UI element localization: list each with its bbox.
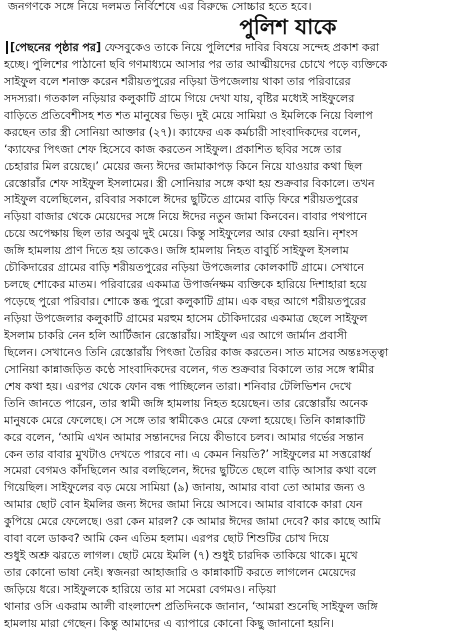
body-line: রেস্তোরাঁর শেফ সাইফুল ইসলামের। স্ত্রী সোনিয়ার সঙ্গে কথা হয় শুক্রবার বিকালে। তখন — [4, 176, 375, 190]
body-line: থানার ওসি একরাম আলী বাংলাদেশ প্রতিদিনকে জানান, ‘আমরা শুনেছি সাইফুল জঙ্গি — [4, 599, 378, 613]
body-line: মানুষকে মেরে ফেলেছে। সে সঙ্গে তার স্বামীকেও মেরে ফেলা হয়েছে। তিনি কান্নাকাটি — [4, 413, 366, 427]
body-line: শেষ কথা হয়। এরপর থেকে ফোন বন্ধ পাচ্ছিলেন তারা। শনিবার টেলিভিশন দেখে — [4, 379, 352, 393]
body-line: সাইফুল বলে শনাক্ত করেন শরীয়তপুরের নড়িয়া উপজেলায় থাকা তার পরিবারের — [4, 74, 351, 88]
article-headline: পুলিশ যাকে — [239, 14, 337, 39]
body-line: গিয়েছিল। সাইফুলের বড় মেয়ে সামিয়া (৯) জানায়, আমার বাবা তো আমার জন্য ও — [4, 481, 366, 495]
body-line: জড়িয়ে ধরে। সাইফুলকে হারিয়ে তার মা সমেরা বেগমও। নড়িয়া — [4, 583, 276, 596]
body-line: চৌকিদারের গ্রামের বাড়ি শরীয়তপুরের নড়িয়া উপজেলার কোলকাটি গ্রামে। সেখানে — [4, 261, 364, 275]
body-line: বাড়িতে প্রতিবেশীসহ শত শত মানুষের ভিড়। দুই মেয়ে সামিয়া ও ইমলিকে নিয়ে বিলাপ — [4, 108, 373, 122]
previous-article-last-line: জনগণকে সঙ্গে নিয়ে দলমত নির্বিশেষে এর বিরুদ্ধে সোচ্চার হতে হবে। — [8, 0, 312, 13]
body-line: চেয়ে অপেক্ষায় ছিল তার অবুঝ দুই মেয়ে। কিন্তু সাইফুলের আর ফেরা হয়নি। নৃশংস — [4, 227, 358, 241]
body-line: ইসলাম চাকরি নেন হলি আর্টিজান রেস্তোরাঁয়। সাইফুল এর আগে জার্মান প্রবাসী — [4, 328, 347, 342]
body-line: পড়েছে পুরো পরিবার। শোকে স্তব্ধ পুরো কলুকাটি গ্রাম। এক বছর আগে শরীয়তপুরের — [4, 295, 367, 309]
body-line: চেহারার মিল রয়েছে।’ মেয়ের জন্য ঈদের জামাকাপড় কিনে নিয়ে যাওয়ার কথা ছিল — [4, 159, 363, 173]
body-line: সদস্যরা। গতকাল নড়িয়ার কলুকাটি গ্রামে গিয়ে দেখা যায়, বৃষ্টির মধ্যেই সাইফুলের — [4, 91, 355, 105]
body-line: শুধুই অশ্রু ঝরতে লাগল। ছোট মেয়ে ইমলি (৭) শুধুই চারদিক তাকিয়ে থাকে। মুখে — [4, 549, 358, 563]
body-line: জঙ্গি হামলায় প্রাণ দিতে হয় তাকেও। জঙ্গি হামলায় নিহত বাবুর্চি সাইফুল ইসলাম — [4, 244, 349, 258]
body-line: কেন তার বাবার মুখটাও দেখতে পারবে না। এ কেমন নিয়তি?’ সাইফুলের মা সত্তরোর্ধ্ব — [4, 447, 372, 461]
body-line: হামলায় মারা গেছেন। কিন্তু আমাদের এ ব্যাপারে কোনো কিছু জানানো হয়নি। — [4, 616, 334, 630]
body-line: চলছে শোকের মাতম। পরিবারের একমাত্র উপার্জনক্ষম ব্যক্তিকে হারিয়ে দিশাহারা হয়ে — [4, 278, 367, 292]
article-body — [4, 40, 452, 633]
body-line: সমেরা বেগমও কাঁদছিলেন আর বলছিলেন, ঈদের ছুটিতে ছেলে বাড়ি আসার কথা বলে — [4, 464, 377, 478]
body-line: ‘ক্যাফের পিৎজা শেফ হিসেবে কাজ করতেন সাইফুল। প্রকাশিত ছবির সঙ্গে তার — [4, 142, 342, 156]
body-line: [পেছনের পৃষ্ঠার পর] ফেসবুকেও তাকে নিয়ে পুলিশের দাবির বিষয়ে সন্দেহ প্রকাশ করা — [4, 40, 452, 57]
body-line: কুপিয়ে মেরে ফেলেছে। ওরা কেন মারল? কে আমার ঈদের জামা দেবে? কার কাছে আমি — [4, 515, 381, 529]
body-line: করছেন তার স্ত্রী সোনিয়া আক্তার (২৭)। ক্যাফের এক কর্মচারী সাংবাদিকদের বলেন, — [4, 125, 361, 139]
body-line: করে বলেন, ‘আমি এখন আমার সন্তানদের নিয়ে কীভাবে চলব। আমার গর্ভের সন্তান — [4, 430, 364, 444]
body-line: ছিলেন। সেখানেও তিনি রেস্তোরাঁয় পিৎজা তৈরির কাজ করতেন। সাত মাসের অন্তঃসত্ত্বা — [4, 345, 389, 359]
body-line: তার কোনো ভাষা নেই। স্বজনরা আহাজারি ও কান্নাকাটি করতে লাগলেন মেয়েদের — [4, 566, 356, 580]
body-line: নড়িয়া বাজার থেকে মেয়েদের সঙ্গে নিয়ে ঈদের নতুন জামা কিনবেন। বাবার পথপানে — [4, 210, 368, 224]
continuation-reference: [পেছনের পৃষ্ঠার পর] — [6, 41, 101, 54]
body-line: সোনিয়া কান্নাজড়িত কণ্ঠে সাংবাদিকদের বলেন, গত শুক্রবার বিকালে তার সঙ্গে স্বামীর — [4, 362, 375, 376]
body-line: নড়িয়া উপজেলার কলুকাটি গ্রামের মরহুম হাসেম চৌকিদারের একমাত্র ছেলে সাইফুল — [4, 312, 368, 325]
body-line: আমার ছোট বোন ইমলির জন্য ঈদের জামা নিয়ে আসবে। আমার বাবাকে কারা যেন — [4, 498, 363, 512]
body-line: বাবা বলে ডাকব? আমি কেন এতিম হলাম। এরপর ছোট শিশুটির চোখ দিয়ে — [4, 532, 329, 546]
body-line: সাইফুল বলেছিলেন, রবিবার সকালে ঈদের ছুটিতে গ্রামের বাড়ি ফিরে শরীয়তপুরের — [4, 193, 359, 207]
body-line: তিনি জানতে পারেন, তার স্বামী জঙ্গি হামলায় নিহত হয়েছেন। তার রেস্তোরাঁয় অনেক — [4, 396, 368, 410]
body-line: হচ্ছে। পুলিশের পাঠানো ছবি গণমাধ্যমে আসার পর তার আত্মীয়দের চোখে পড়ে ব্যক্তিকে — [4, 57, 388, 71]
